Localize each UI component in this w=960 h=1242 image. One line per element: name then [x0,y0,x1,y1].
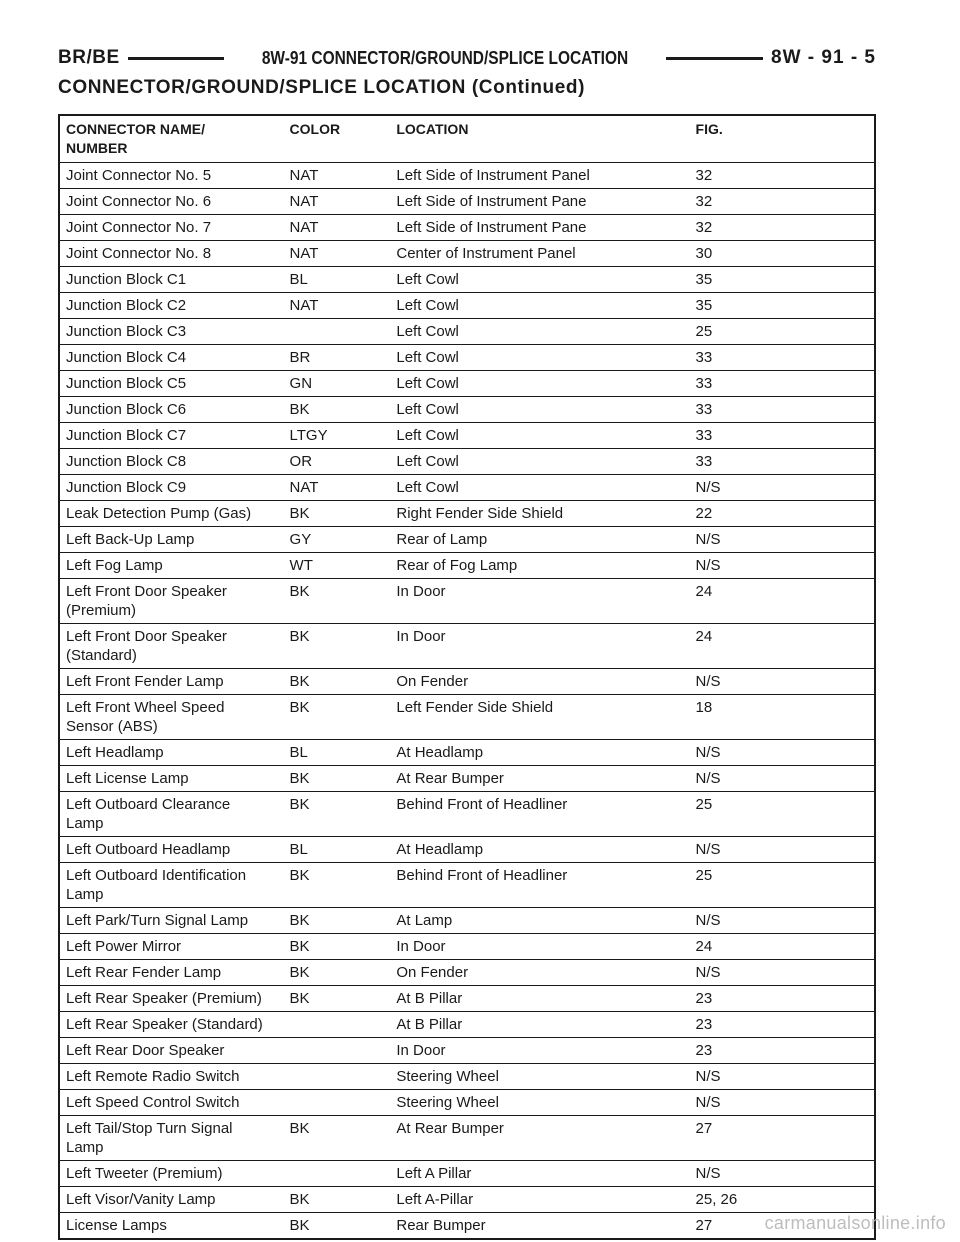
location-cell: In Door [390,1038,689,1064]
header-page-number: 8W - 91 - 5 [771,47,877,68]
table-row [59,908,875,934]
color-cell: BK [284,1187,391,1213]
color-cell: NAT [284,163,391,189]
color-cell: BK [284,960,391,986]
connector-name-cell: Left Rear Speaker (Premium) [59,986,284,1012]
table-row [59,792,875,837]
table-row [59,267,875,293]
location-cell: At Rear Bumper [390,766,689,792]
connector-name-cell: Left Remote Radio Switch [59,1064,284,1090]
color-cell: BK [284,792,391,837]
table-row [59,1012,875,1038]
fig-cell: 23 [690,1012,875,1038]
table-row [59,695,875,740]
color-cell: BK [284,766,391,792]
table-row [59,669,875,695]
location-cell: Left Cowl [390,423,689,449]
connector-name-cell: Left Tweeter (Premium) [59,1161,284,1187]
connector-name-cell: Left Rear Fender Lamp [59,960,284,986]
table-row [59,579,875,624]
color-cell [284,319,391,345]
location-cell: Left Cowl [390,345,689,371]
table-row [59,449,875,475]
location-cell: On Fender [390,960,689,986]
table-row [59,501,875,527]
location-cell: Left Side of Instrument Panel [390,163,689,189]
location-cell: In Door [390,934,689,960]
table-row [59,1090,875,1116]
fig-cell: 23 [690,1038,875,1064]
fig-cell: N/S [690,908,875,934]
color-cell [284,1012,391,1038]
fig-cell: N/S [690,669,875,695]
fig-cell: 32 [690,189,875,215]
table-row [59,475,875,501]
connector-name-cell: Junction Block C7 [59,423,284,449]
color-cell [284,1064,391,1090]
location-cell: At B Pillar [390,986,689,1012]
location-cell: In Door [390,579,689,624]
location-cell: Left Side of Instrument Pane [390,189,689,215]
fig-cell: 24 [690,579,875,624]
connector-name-cell: Joint Connector No. 5 [59,163,284,189]
location-cell: Left Cowl [390,449,689,475]
color-cell: BK [284,986,391,1012]
color-cell: BK [284,863,391,908]
color-cell [284,1038,391,1064]
location-cell: At Headlamp [390,740,689,766]
connector-name-cell: Left Speed Control Switch [59,1090,284,1116]
fig-cell: 23 [690,986,875,1012]
location-cell: Rear of Fog Lamp [390,553,689,579]
header-model: BR/BE [58,47,120,68]
location-cell: Steering Wheel [390,1064,689,1090]
fig-cell: 24 [690,934,875,960]
fig-cell: 25 [690,792,875,837]
table-row [59,241,875,267]
header-rule-left [128,57,225,60]
color-cell: BR [284,345,391,371]
table-row [59,215,875,241]
fig-cell: 22 [690,501,875,527]
fig-cell: 18 [690,695,875,740]
column-header-fig: FIG. [695,121,723,137]
connector-name-cell: Junction Block C5 [59,371,284,397]
table-row [59,863,875,908]
connector-name-cell: Junction Block C1 [59,267,284,293]
connector-name-cell: Left Front Door Speaker (Premium) [59,579,284,624]
location-cell: Left Cowl [390,371,689,397]
table-row [59,1064,875,1090]
color-cell: BK [284,669,391,695]
color-cell: LTGY [284,423,391,449]
connector-name-cell: Junction Block C8 [59,449,284,475]
connector-name-cell: Left Front Fender Lamp [59,669,284,695]
connector-name-cell: License Lamps [59,1213,284,1240]
color-cell: BK [284,1213,391,1240]
location-cell: At Rear Bumper [390,1116,689,1161]
color-cell: BL [284,837,391,863]
connector-location-table [58,114,876,1240]
fig-cell: N/S [690,960,875,986]
color-cell: BK [284,908,391,934]
fig-cell: 32 [690,163,875,189]
connector-name-cell: Junction Block C3 [59,319,284,345]
location-cell: Center of Instrument Panel [390,241,689,267]
fig-cell: N/S [690,1090,875,1116]
connector-name-cell: Left Headlamp [59,740,284,766]
site-watermark: carmanualsonline.info [764,1213,946,1233]
color-cell: BK [284,579,391,624]
color-cell: GY [284,527,391,553]
header-rule-right [666,57,763,60]
connector-name-cell: Left Outboard Identification Lamp [59,863,284,908]
table-header-row [59,115,875,163]
connector-name-cell: Junction Block C4 [59,345,284,371]
fig-cell: 32 [690,215,875,241]
table-row [59,1187,875,1213]
table-row [59,371,875,397]
connector-name-cell: Left Back-Up Lamp [59,527,284,553]
column-header-color: COLOR [289,121,341,137]
fig-cell: 33 [690,397,875,423]
location-cell: Left Cowl [390,397,689,423]
color-cell: NAT [284,293,391,319]
page-header [58,44,876,72]
connector-name-cell: Left Rear Door Speaker [59,1038,284,1064]
fig-cell: 25, 26 [690,1187,875,1213]
connector-name-cell: Junction Block C6 [59,397,284,423]
column-header-connector: CONNECTOR NAME/ NUMBER [66,121,205,156]
connector-name-cell: Left Outboard Headlamp [59,837,284,863]
color-cell: NAT [284,241,391,267]
connector-name-cell: Left Front Door Speaker (Standard) [59,624,284,669]
table-row [59,293,875,319]
table-row [59,766,875,792]
fig-cell: 24 [690,624,875,669]
fig-cell: 25 [690,319,875,345]
location-cell: At Lamp [390,908,689,934]
color-cell: NAT [284,215,391,241]
location-cell: Left A Pillar [390,1161,689,1187]
fig-cell: 25 [690,863,875,908]
connector-name-cell: Leak Detection Pump (Gas) [59,501,284,527]
location-cell: Left A-Pillar [390,1187,689,1213]
location-cell: In Door [390,624,689,669]
connector-name-cell: Left Outboard Clearance Lamp [59,792,284,837]
location-cell: Left Cowl [390,267,689,293]
color-cell: WT [284,553,391,579]
fig-cell: N/S [690,837,875,863]
color-cell: BK [284,934,391,960]
table-row [59,527,875,553]
connector-name-cell: Joint Connector No. 7 [59,215,284,241]
color-cell: BK [284,624,391,669]
location-cell: On Fender [390,669,689,695]
fig-cell: 33 [690,371,875,397]
fig-cell: N/S [690,1161,875,1187]
table-row [59,986,875,1012]
table-row [59,423,875,449]
color-cell: BK [284,501,391,527]
location-cell: Left Fender Side Shield [390,695,689,740]
fig-cell: 35 [690,293,875,319]
location-cell: Left Cowl [390,475,689,501]
fig-cell: 33 [690,423,875,449]
table-row [59,1161,875,1187]
fig-cell: N/S [690,553,875,579]
table-body [59,163,875,1240]
table-row [59,1116,875,1161]
table-row [59,189,875,215]
color-cell: BL [284,267,391,293]
location-cell: Right Fender Side Shield [390,501,689,527]
fig-cell: N/S [690,1064,875,1090]
connector-name-cell: Left Front Wheel Speed Sensor (ABS) [59,695,284,740]
fig-cell: N/S [690,766,875,792]
color-cell: BK [284,397,391,423]
connector-name-cell: Left Power Mirror [59,934,284,960]
color-cell [284,1161,391,1187]
location-cell: Left Side of Instrument Pane [390,215,689,241]
location-cell: At B Pillar [390,1012,689,1038]
connector-name-cell: Joint Connector No. 6 [59,189,284,215]
color-cell: BL [284,740,391,766]
connector-name-cell: Left Park/Turn Signal Lamp [59,908,284,934]
location-cell: At Headlamp [390,837,689,863]
table-row [59,934,875,960]
fig-cell: 35 [690,267,875,293]
fig-cell: 33 [690,345,875,371]
table-row [59,163,875,189]
table-row [59,837,875,863]
color-cell: NAT [284,189,391,215]
connector-name-cell: Left Fog Lamp [59,553,284,579]
connector-name-cell: Junction Block C9 [59,475,284,501]
location-cell: Rear of Lamp [390,527,689,553]
color-cell: GN [284,371,391,397]
connector-name-cell: Left License Lamp [59,766,284,792]
fig-cell: 27 [690,1213,875,1240]
fig-cell: N/S [690,527,875,553]
location-cell: Behind Front of Headliner [390,863,689,908]
color-cell [284,1090,391,1116]
section-title: CONNECTOR/GROUND/SPLICE LOCATION (Continued) [58,77,586,98]
table-row [59,624,875,669]
fig-cell: N/S [690,475,875,501]
location-cell: Steering Wheel [390,1090,689,1116]
column-header-location: LOCATION [396,121,469,137]
table-row [59,1213,875,1240]
color-cell: BK [284,695,391,740]
color-cell: OR [284,449,391,475]
table-row [59,960,875,986]
fig-cell: 30 [690,241,875,267]
location-cell: Behind Front of Headliner [390,792,689,837]
fig-cell: 33 [690,449,875,475]
location-cell: Rear Bumper [390,1213,689,1240]
table-row [59,319,875,345]
color-cell: NAT [284,475,391,501]
table-row [59,345,875,371]
table-row [59,553,875,579]
table-row [59,1038,875,1064]
location-cell: Left Cowl [390,293,689,319]
location-cell: Left Cowl [390,319,689,345]
connector-name-cell: Junction Block C2 [59,293,284,319]
connector-name-cell: Left Tail/Stop Turn Signal Lamp [59,1116,284,1161]
header-section-title: 8W-91 CONNECTOR/GROUND/SPLICE LOCATION [262,47,629,68]
connector-name-cell: Left Rear Speaker (Standard) [59,1012,284,1038]
connector-name-cell: Joint Connector No. 8 [59,241,284,267]
connector-name-cell: Left Visor/Vanity Lamp [59,1187,284,1213]
table-row [59,740,875,766]
color-cell: BK [284,1116,391,1161]
fig-cell: 27 [690,1116,875,1161]
table-row [59,397,875,423]
fig-cell: N/S [690,740,875,766]
